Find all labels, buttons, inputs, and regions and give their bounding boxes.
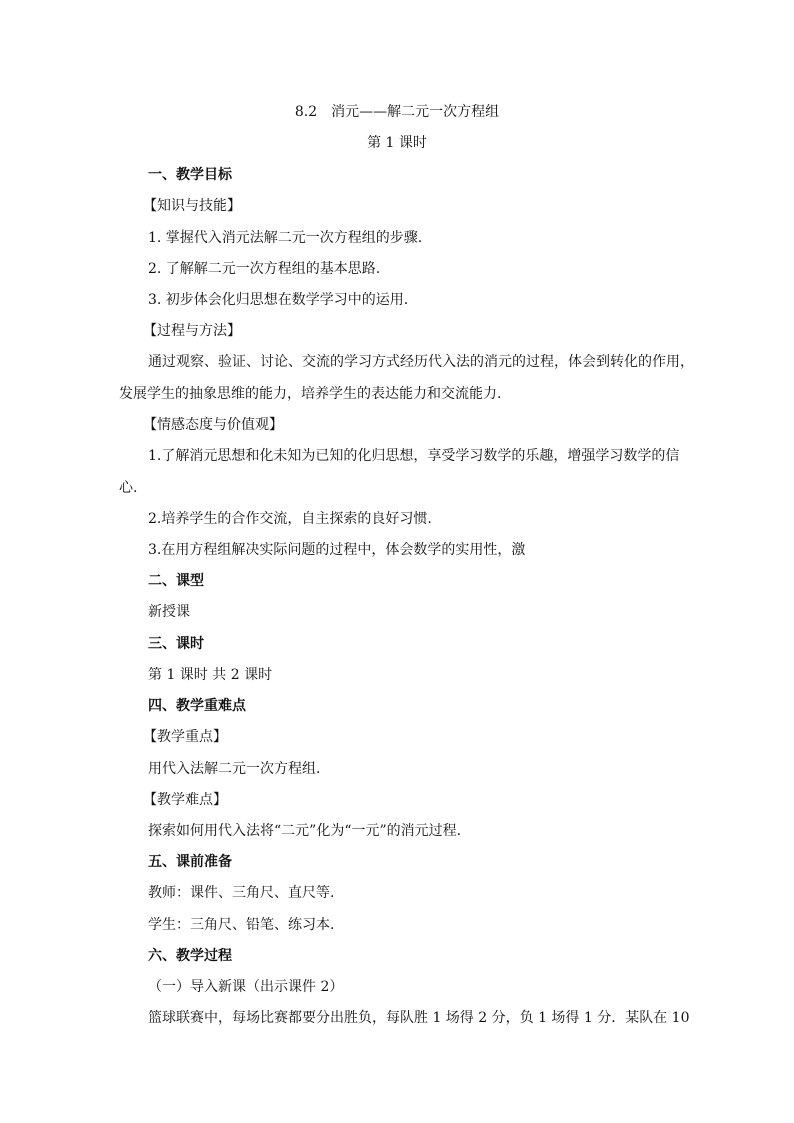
subsection-heading: 【教学重点】 bbox=[143, 729, 227, 745]
section-heading: 四、教学重难点 bbox=[148, 698, 246, 714]
paragraph-line: 1. 掌握代入消元法解二元一次方程组的步骤. bbox=[148, 230, 423, 246]
section-heading: 二、课型 bbox=[148, 573, 204, 589]
subsection-heading: 【过程与方法】 bbox=[143, 323, 241, 339]
subsection-heading: 【教学难点】 bbox=[143, 792, 227, 808]
paragraph-line: 2. 了解解二元一次方程组的基本思路. bbox=[148, 261, 381, 277]
lesson-subtitle: 第 1 课时 bbox=[367, 135, 427, 151]
paragraph-line: 学生：三角尺、铅笔、练习本. bbox=[148, 917, 335, 933]
paragraph-line: 教师：课件、三角尺、直尺等. bbox=[148, 885, 335, 901]
paragraph-line: 发展学生的抽象思维的能力，培养学生的表达能力和交流能力. bbox=[119, 386, 502, 402]
paragraph-line: 2.培养学生的合作交流，自主探索的良好习惯. bbox=[148, 511, 432, 527]
paragraph-line: 篮球联赛中，每场比赛都要分出胜负，每队胜 1 场得 2 分，负 1 场得 1 分．某队在 10 bbox=[148, 1010, 690, 1026]
paragraph-line: 通过观察、验证、讨论、交流的学习方式经历代入法的消元的过程，体会到转化的作用， bbox=[148, 354, 694, 370]
section-heading: 六、教学过程 bbox=[148, 948, 232, 964]
subsection-heading: 【知识与技能】 bbox=[143, 198, 241, 214]
subsection-heading: （一）导入新课（出示课件 2） bbox=[148, 979, 344, 995]
paragraph-line: 心. bbox=[119, 480, 138, 496]
paragraph-line: 新授课 bbox=[148, 604, 190, 620]
paragraph-line: 3.在用方程组解决实际问题的过程中，体会数学的实用性，激 bbox=[148, 542, 526, 558]
subsection-heading: 【情感态度与价值观】 bbox=[143, 417, 283, 433]
paragraph-line: 用代入法解二元一次方程组. bbox=[148, 761, 321, 777]
section-heading: 三、课时 bbox=[148, 636, 204, 652]
paragraph-line: 1.了解消元思想和化未知为已知的化归思想，享受学习数学的乐趣，增强学习数学的信 bbox=[148, 448, 680, 464]
paragraph-line: 第 1 课时 共 2 课时 bbox=[148, 667, 273, 683]
paragraph-line: 探索如何用代入法将“二元”化为“一元”的消元过程. bbox=[148, 823, 462, 839]
paragraph-line: 3. 初步体会化归思想在数学学习中的运用. bbox=[148, 292, 409, 308]
section-heading: 五、课前准备 bbox=[148, 854, 232, 870]
document-title: 8.2 消元——解二元一次方程组 bbox=[294, 104, 500, 120]
section-heading: 一、教学目标 bbox=[148, 167, 232, 183]
